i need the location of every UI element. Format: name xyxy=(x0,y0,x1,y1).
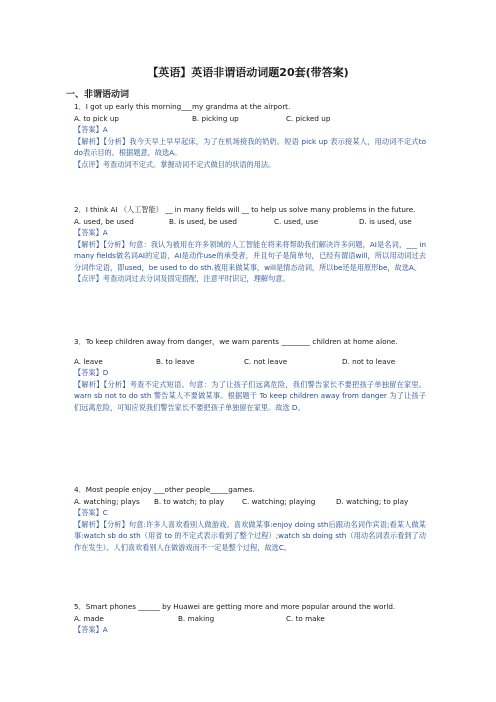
analysis: 【解析】【分析】句意:许多人喜欢看别人做游戏。喜欢做某事:enjoy doing sth后跟动名词作宾语;看某人做某事:watch sb do sth（用省 to 的不定式表示看到了整个过程）;watch sb doing sth（用动名词表示看到了动作在发生）。人们喜欢看别人在做游戏而不一定是整个过程，故选C。 xyxy=(74,519,426,552)
question-options xyxy=(74,113,426,125)
answer: 【答案】C xyxy=(74,508,108,517)
analysis: 【解析】【分析】我今天早上早早起床，为了在机场接我的奶奶。短语 pick up 表示接某人，用动词不定式to do表示目的。根据题意，故选A。 xyxy=(74,136,426,157)
question-stem: 3．To keep children away from danger，we warn parents ________ children at home alone. xyxy=(74,337,398,346)
question-options xyxy=(74,496,426,508)
option-a: A. used, be used xyxy=(74,216,134,226)
option-a: A. made xyxy=(74,613,104,623)
option-a: A. watching; plays xyxy=(74,496,140,506)
option-c: C. watching; playing xyxy=(242,496,316,506)
option-b: B. to leave xyxy=(156,356,195,366)
option-b: B. picking up xyxy=(192,113,239,123)
answer: 【答案】A xyxy=(74,625,108,634)
answer: 【答案】A xyxy=(74,228,108,237)
question-options xyxy=(74,216,426,228)
analysis: 【解析】【分析】句意：我认为被用在许多领域的人工智能在将来将帮助我们解决许多问题，AI是名词，___ in many fields做名词AI的定语，AI是动作use的承受者，并且句子是简单句，已经有谓语will，所以用动词过去分词作定语，即used，be used to do sth.被用来做某事，will是情态动词，所以be还是用原形be，故选A。 xyxy=(74,239,426,272)
question-options xyxy=(74,613,426,625)
question-options xyxy=(74,356,426,368)
question-2 xyxy=(74,204,426,285)
question-4 xyxy=(74,484,426,553)
option-d: D. not to leave xyxy=(342,356,396,366)
question-stem: 5．Smart phones ______ by Huawei are getting more and more popular around the world. xyxy=(74,602,396,611)
comment: 【点评】考查动词不定式。掌握动词不定式做目的状语的用法。 xyxy=(74,159,276,169)
comment: 【点评】考查动词过去分词及固定搭配，注意平时识记，理解句意。 xyxy=(74,274,290,283)
question-stem: 1．I got up early this morning___my grandma at the airport. xyxy=(74,102,291,111)
option-c: C. picked up xyxy=(286,113,331,123)
question-stem: 4．Most people enjoy ___other people_____games. xyxy=(74,485,255,494)
section-heading: 一、非谓语动词 xyxy=(66,90,130,100)
question-stem: 2．I think AI （人工智能） __ in many fields will __ to help us solve many problems in the future. xyxy=(74,205,416,214)
question-3 xyxy=(74,336,426,413)
question-1 xyxy=(74,101,426,170)
option-c: C. used, use xyxy=(274,216,319,226)
document-title: 【英语】英语非谓语动词题20套(带答案) xyxy=(147,66,349,79)
option-a: A. to pick up xyxy=(74,113,119,123)
option-c: C. to make xyxy=(286,613,325,623)
option-b: B. making xyxy=(178,613,215,623)
question-5 xyxy=(74,601,426,636)
analysis: 【解析】【分析】考查不定式短语。句意：为了让孩子们远离危险，我们警告家长不要把孩子单独留在家里。warn sb not to do sth 警告某人不要做某事。根据题干 To keep children away from danger 为了让孩子们远离危险，可知应说我们警告家长不要把孩子单独留在家里。故选 D。 xyxy=(74,379,426,412)
option-b: B. is used, be used xyxy=(169,216,237,226)
option-b: B. to watch; to play xyxy=(154,496,225,506)
option-d: D. is used, use xyxy=(359,216,412,226)
option-d: D. watching; to play xyxy=(336,496,409,506)
option-c: C. not leave xyxy=(244,356,288,366)
option-a: A. leave xyxy=(74,356,103,366)
answer: 【答案】D xyxy=(74,368,109,377)
answer: 【答案】A xyxy=(74,125,108,134)
